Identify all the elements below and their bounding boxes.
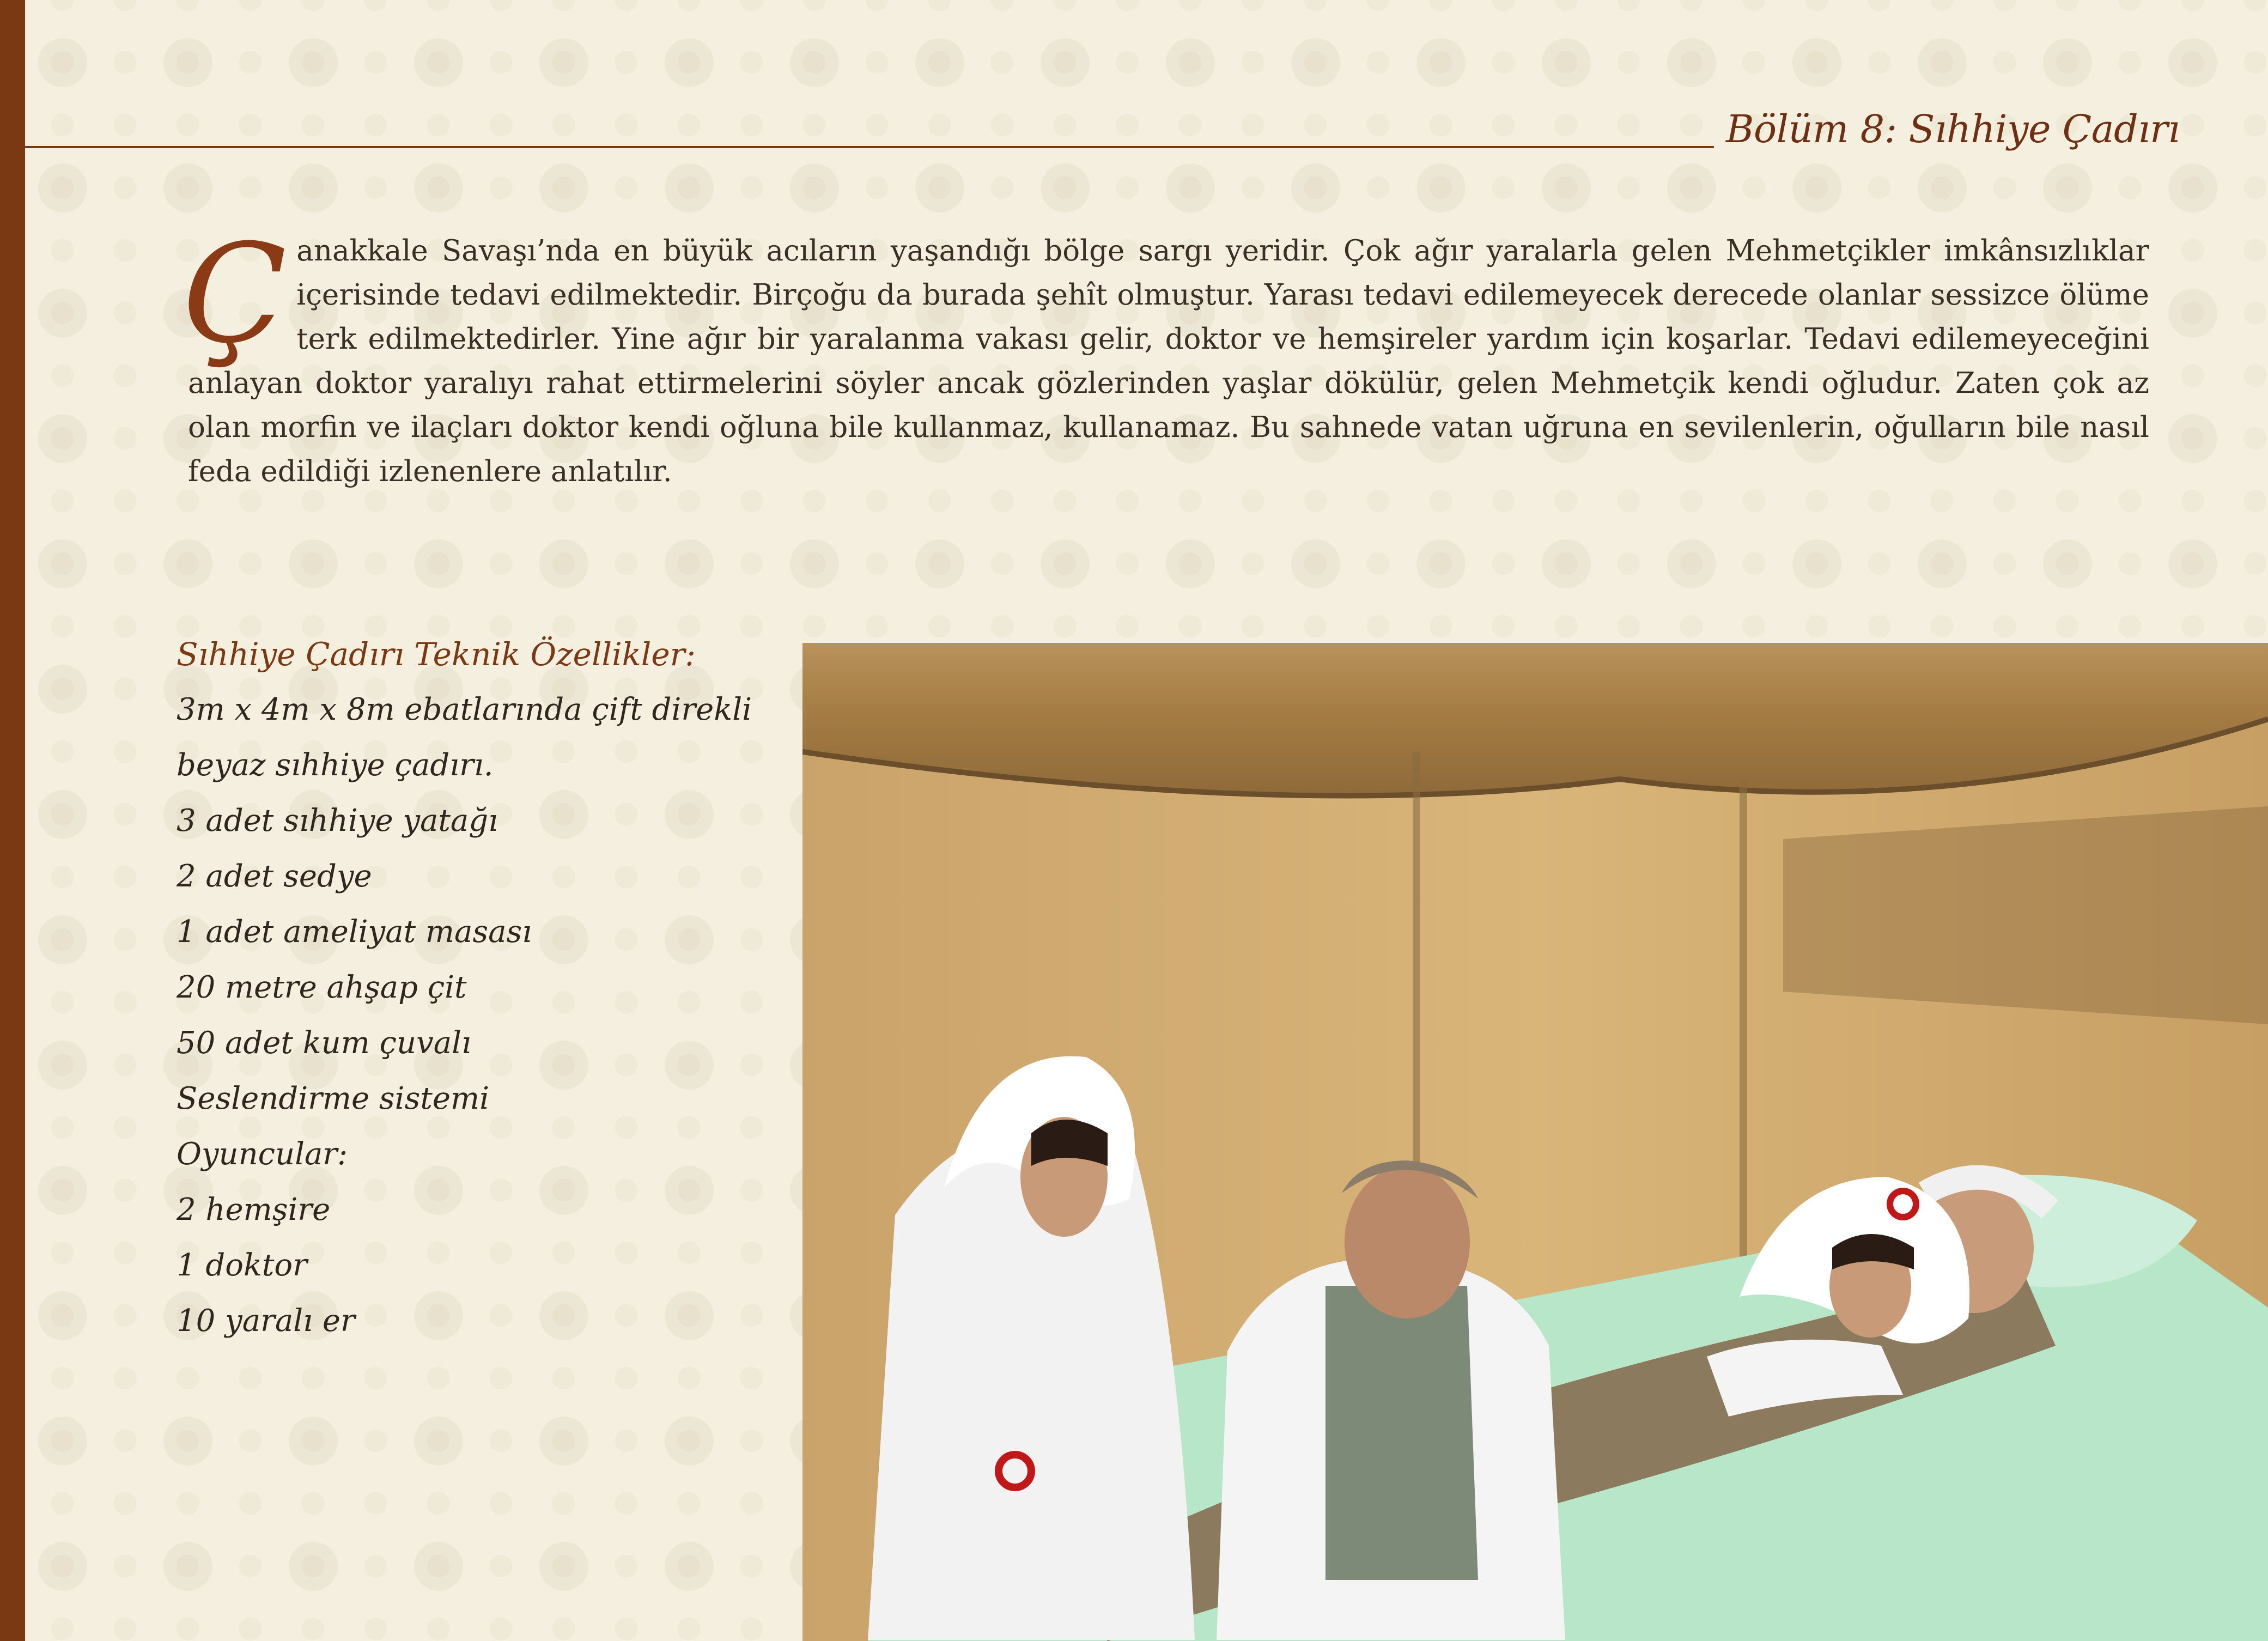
specs-heading: Sıhhiye Çadırı Teknik Özellikler: (177, 636, 696, 673)
intro-text: anakkale Savaşı’nda en büyük acıların yaşandığı bölge sargı yeridir. Çok ağır yaralarla gelen Mehmetçikler imkânsızlıklar içerisinde tedavi edilmektedir. Birçoğu da burada şehît olmuştur. Yarası tedavi edilemeyecek derecede olanlar sessizce ölüme terk edilmektedirler. Yine ağır bir yaralanma vakası gelir, doktor ve hemşireler yardım için koşarlar. Tedavi edilemeyeceğini anlayan doktor yaralıyı rahat ettirmelerini söyler ancak gözlerinden yaşlar dökülür, gelen Mehmetçik kendi oğludur. Zaten çok az olan morfin ve ilaçları doktor kendi oğluna bile kullanmaz, kullanamaz. Bu sahnede vatan uğruna en sevilenlerin, oğulların bile nasıl feda edildiği izlenenlere anlatılır. (188, 234, 2149, 488)
specs-item: 1 adet ameliyat masası (177, 914, 532, 950)
left-accent-bar (0, 0, 25, 1641)
specs-item: 10 yaralı er (177, 1303, 355, 1339)
specs-item: beyaz sıhhiye çadırı. (177, 747, 494, 783)
specs-item: Seslendirme sistemi (177, 1081, 489, 1116)
field-hospital-tent-photo (802, 643, 2268, 1641)
tent-scene-illustration (802, 643, 2268, 1641)
drop-cap: Ç (183, 215, 287, 373)
technical-specs (177, 627, 776, 1349)
specs-item: 3 adet sıhhiye yatağı (177, 803, 498, 838)
specs-item: 3m x 4m x 8m ebatlarında çift direkli (177, 692, 752, 727)
specs-item: 20 metre ahşap çit (177, 970, 467, 1005)
specs-item: 2 hemşire (177, 1192, 331, 1227)
specs-list (177, 682, 776, 1349)
specs-item: 1 doktor (177, 1248, 307, 1283)
intro-paragraph (183, 215, 2149, 494)
specs-item: 50 adet kum çuvalı (177, 1025, 471, 1061)
header-rule (25, 146, 1714, 148)
chapter-title: Bölüm 8: Sıhhiye Çadırı (1726, 107, 2180, 151)
specs-item: 2 adet sedye (177, 859, 372, 894)
specs-item: Oyuncular: (177, 1136, 348, 1172)
